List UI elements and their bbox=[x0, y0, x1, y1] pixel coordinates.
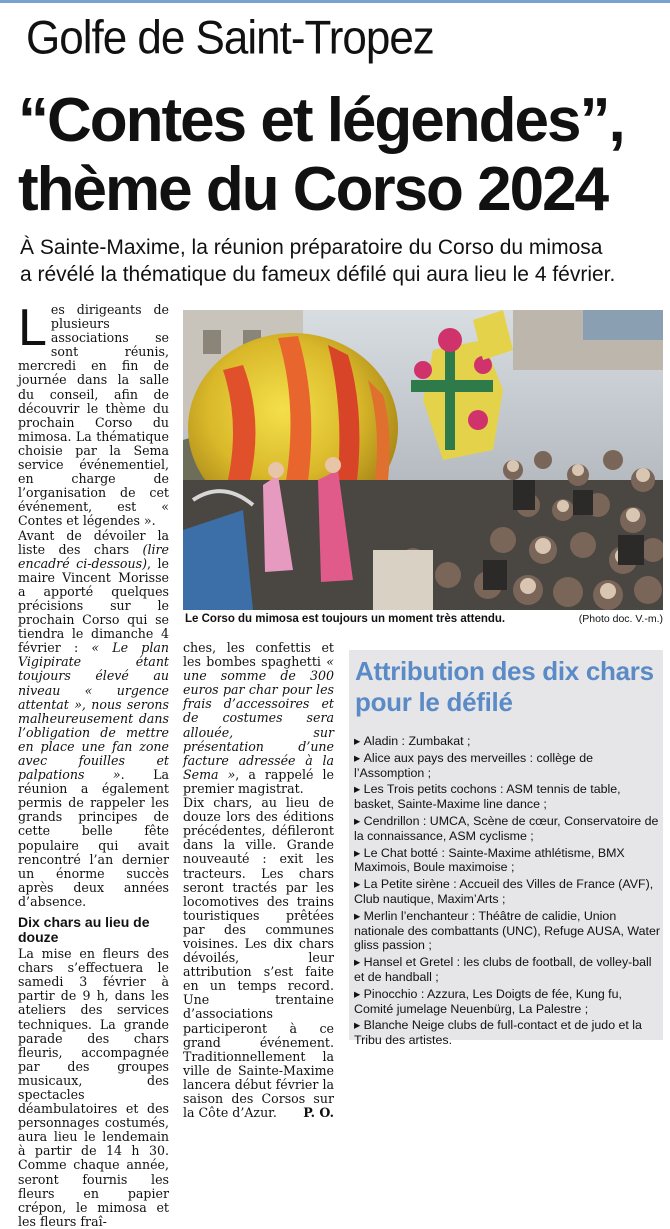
section-title: Golfe de Saint-Tropez bbox=[26, 11, 434, 65]
article-column-1 bbox=[18, 299, 169, 1229]
subheadline-line-2: a révélé la thématique du fameux défilé qui aura lieu le 4 février. bbox=[20, 263, 616, 286]
list-item: ▸ Hansel et Gretel : les clubs de football, de volley-ball et de handball ; bbox=[354, 955, 660, 985]
article-quote: « une somme de 300 euros par char pour les frais d’accessoires et de costumes sera allouée, sur présentation d’une facture adressée à la Sema » bbox=[183, 654, 334, 782]
top-rule bbox=[0, 0, 670, 3]
list-item: ▸ Blanche Neige clubs de full-contact et de judo et la Tribu des artistes. bbox=[354, 1018, 660, 1048]
list-item: ▸ Pinocchio : Azzura, Les Doigts de fée, Kung fu, Comité jumelage Neuenbürg, La Palestre ; bbox=[354, 987, 660, 1017]
list-item: ▸ Les Trois petits cochons : ASM tennis de table, basket, Sainte-Maxime line dance ; bbox=[354, 782, 660, 812]
article-text: es dirigeants de plusieurs associations se sont réunis, mercredi en fin de journée dans la salle du conseil, afin de découvrir le thème du prochain Corso du mimosa. La thématique choisie par la Sema service événementiel, en charge de l’organisation de cet événement, est « Contes et légendes ». bbox=[18, 302, 169, 529]
subheadline bbox=[20, 234, 668, 288]
article-paragraph-1 bbox=[18, 299, 169, 529]
headline bbox=[18, 86, 668, 224]
list-item: ▸ Le Chat botté : Sainte-Maxime athlétisme, BMX Maximois, Boule maximoise ; bbox=[354, 846, 660, 876]
article-paragraph-5 bbox=[183, 796, 334, 1120]
headline-line-1: “Contes et légendes”, bbox=[18, 86, 624, 155]
list-item: ▸ La Petite sirène : Accueil des Villes de France (AVF), Club nautique, Maxim’Arts ; bbox=[354, 877, 660, 907]
author-signature: P. O. bbox=[303, 1105, 334, 1121]
article-text: . La réunion a également permis de rappeler les grands principes de cette belle fête populaire qui avait rencontré l’an dernier un énorme succès après deux années d’absence. bbox=[18, 767, 169, 909]
article-italic: (lire encadré ci-dessous) bbox=[18, 541, 169, 571]
article-text: Dix chars, au lieu de douze lors des éditions précédentes, défileront dans la ville. Grande nouveauté : exit les tracteurs. Les chars seront tractés par les locomotives des trains touristiques prêtées par des communes voisines. Les dix chars dévoilés, leur attribution s’est faite en un temps record. Une trentaine d’associations participeront à ce grand événement. Traditionnellement la ville de Sainte-Maxime lancera début février la saison des Corsos sur la Côte d’Azur. bbox=[183, 795, 334, 1121]
list-item: ▸ Cendrillon : UMCA, Scène de cœur, Conservatoire de la connaissance, ASM cyclisme ; bbox=[354, 814, 660, 844]
list-item: ▸ Alice aux pays des merveilles : collège de l’Assomption ; bbox=[354, 751, 660, 781]
photo-caption bbox=[183, 613, 663, 631]
list-item: ▸ Merlin l’enchanteur : Théâtre de calidie, Union nationale des combattants (UNC), Refuge AUSA, Water gliss passion ; bbox=[354, 909, 660, 953]
dropcap: L bbox=[18, 299, 47, 357]
subheadline-line-1: À Sainte-Maxime, la réunion préparatoire du Corso du mimosa bbox=[20, 236, 603, 259]
caption-text: Le Corso du mimosa est toujours un moment très attendu. bbox=[185, 613, 506, 625]
attribution-box bbox=[349, 650, 663, 1048]
article-quote: « Le plan Vigipirate étant toujours élevé au niveau « urgence attentat », nous serons malheureusement dans l’obligation de mettre en place une fan zone avec fouilles et palpations » bbox=[18, 640, 169, 783]
corso-photo-illustration bbox=[183, 310, 663, 610]
article-column-2 bbox=[183, 641, 334, 1120]
article-text: Avant de dévoiler la liste des chars bbox=[18, 527, 169, 557]
article-text: , a rappelé le premier magistrat. bbox=[183, 766, 334, 796]
article-subhead: Dix chars au lieu de douze bbox=[18, 914, 150, 946]
box-list bbox=[354, 734, 660, 1050]
photo-credit: (Photo doc. V.-m.) bbox=[578, 613, 663, 625]
article-text: , le maire Vincent Morisse a apporté quelques précisions sur le prochain Corso qui se tiendra le dimanche 4 février : bbox=[18, 555, 169, 656]
article-paragraph-2 bbox=[18, 529, 169, 910]
article-paragraph-4 bbox=[183, 641, 334, 796]
article-paragraph-3: La mise en fleurs des chars s’effectuera le samedi 3 février à partir de 9 h, dans les ateliers des services techniques. La grande parade des chars fleuris, accompagnée par des groupes musicaux, des spectacles déambulatoires et des personnages costumés, aura lieu le lendemain à partir de 14 h 30. Comme chaque année, seront fournis les fleurs en papier crépon, le mimosa et les fleurs fraî- bbox=[18, 946, 169, 1229]
list-item: ▸ Aladin : Zumbakat ; bbox=[354, 734, 660, 749]
article-text: ches, les confettis et les bombes spaghetti bbox=[183, 640, 334, 670]
corso-photo bbox=[183, 310, 663, 610]
box-title: Attribution des dix chars pour le défilé bbox=[355, 656, 654, 717]
headline-line-2: thème du Corso 2024 bbox=[18, 155, 608, 224]
